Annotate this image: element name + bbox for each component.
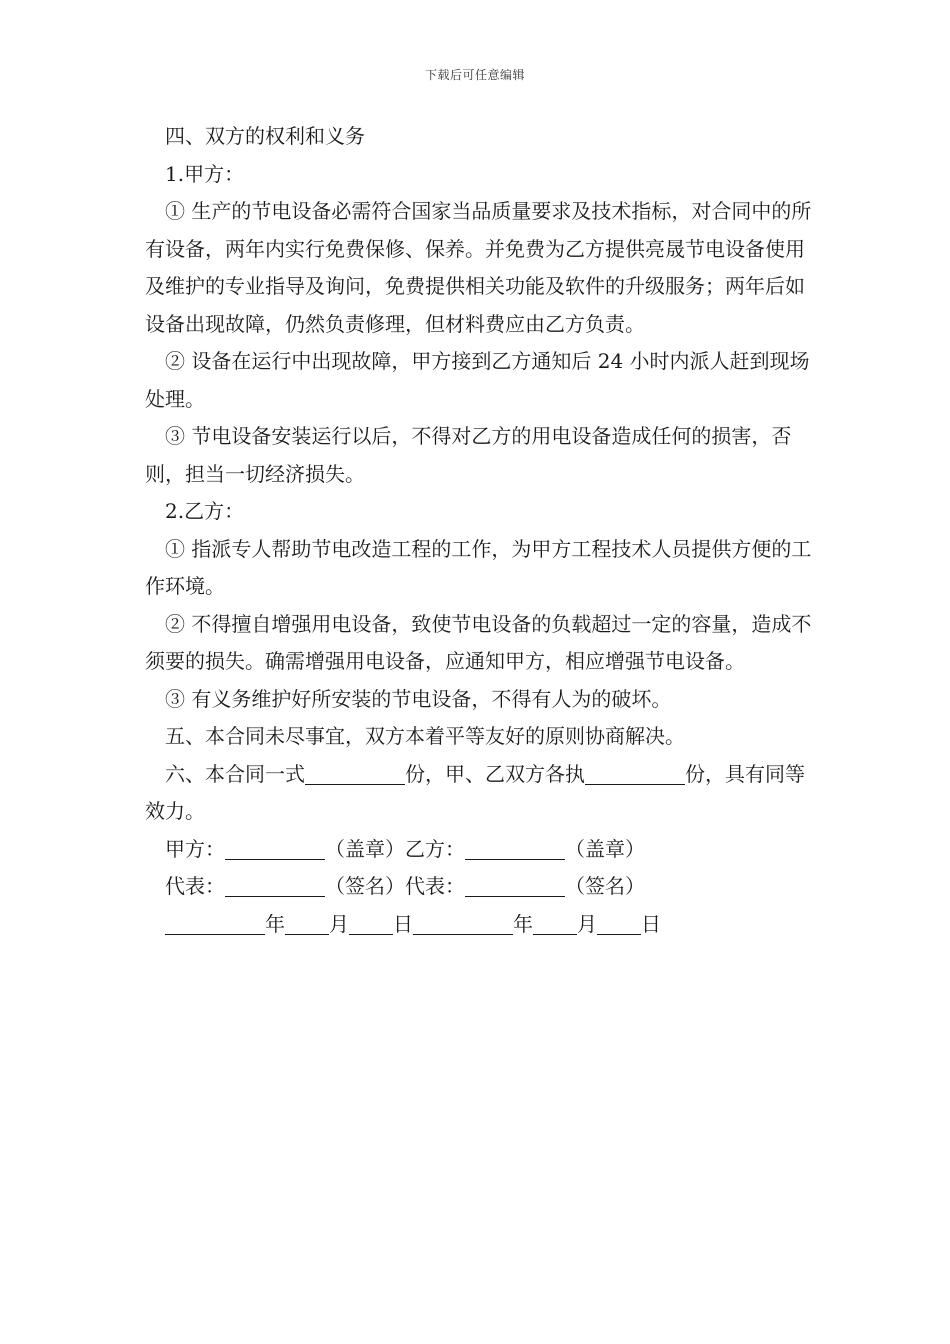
party-a-day-blank (349, 912, 393, 935)
party-a-item-3: ③ 节电设备安装运行以后，不得对乙方的用电设备造成任何的损害，否则，担当一切经济损失。 (145, 424, 792, 486)
section-6 (145, 756, 815, 831)
party-a-month-label: 月 (329, 911, 349, 936)
page-header-note: 下载后可任意编辑 (424, 68, 525, 82)
section-6-text-2: 份，甲、乙双方各执 (405, 761, 585, 786)
copies-total-blank (305, 762, 405, 785)
contract-body (145, 118, 815, 943)
representative-row (145, 868, 815, 906)
party-a-heading: 1.甲方： (165, 161, 245, 186)
date-row (145, 906, 815, 944)
section-6-text-1: 六、本合同一式 (165, 761, 305, 786)
section-6-text-3: 份，具有同等效力。 (145, 761, 805, 823)
party-a-year-blank (165, 912, 265, 935)
party-b-day-blank (597, 912, 641, 935)
party-a-seal-blank (225, 837, 325, 860)
party-b-heading: 2.乙方： (165, 499, 245, 523)
party-a-sign-label: （签名） (325, 874, 405, 898)
party-b-day-label: 日 (641, 911, 661, 936)
party-b-year-blank (413, 912, 513, 935)
section-4-title: 四、双方的权利和义务 (165, 124, 365, 148)
party-b-rep-label: 代表： (405, 874, 465, 898)
party-a-month-blank (285, 912, 329, 935)
seal-row (145, 831, 815, 869)
party-b-label: 乙方： (405, 836, 465, 861)
copies-each-blank (585, 762, 685, 785)
party-b-item-3: ③ 有义务维护好所安装的节电设备，不得有人为的破坏。 (165, 686, 672, 711)
section-5: 五、本合同未尽事宜，双方本着平等友好的原则协商解决。 (165, 724, 685, 748)
party-a-item-2: ② 设备在运行中出现故障，甲方接到乙方通知后 24 小时内派人赶到现场处理。 (145, 349, 810, 411)
party-a-rep-blank (225, 874, 325, 897)
party-b-item-2: ② 不得擅自增强用电设备，致使节电设备的负载超过一定的容量，造成不须要的损失。确需增强用电设备，应通知甲方，相应增强节电设备。 (145, 611, 812, 673)
party-b-year-label: 年 (513, 911, 533, 936)
party-b-seal-blank (465, 837, 565, 860)
party-b-seal-label: （盖章） (565, 836, 645, 861)
party-a-day-label: 日 (393, 911, 413, 936)
party-a-rep-label: 代表： (165, 874, 225, 898)
party-b-sign-label: （签名） (565, 874, 645, 898)
party-a-label: 甲方： (165, 836, 225, 861)
party-a-year-label: 年 (265, 911, 285, 936)
party-a-item-1: ① 生产的节电设备必需符合国家当品质量要求及技术指标，对合同中的所有设备，两年内实行免费保修、保养。并免费为乙方提供亮晟节电设备使用及维护的专业指导及询问，免费提供相关功能及软件的升级服务；两年后如设备出现故障，仍然负责修理，但材料费应由乙方负责。 (145, 199, 812, 336)
party-b-item-1: ① 指派专人帮助节电改造工程的工作，为甲方工程技术人员提供方便的工作环境。 (145, 536, 812, 598)
party-b-month-label: 月 (577, 911, 597, 936)
party-b-rep-blank (465, 874, 565, 897)
party-b-month-blank (533, 912, 577, 935)
party-a-seal-label: （盖章） (325, 836, 405, 861)
